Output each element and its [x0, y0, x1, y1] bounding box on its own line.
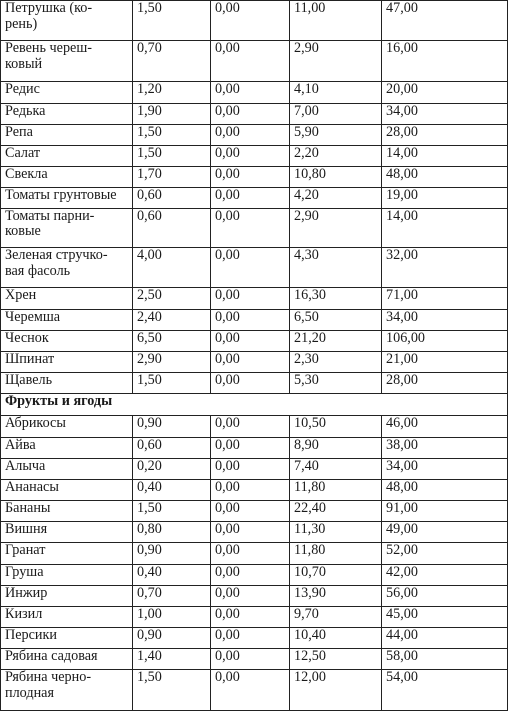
value-cell-col1: 1,90 — [133, 103, 211, 124]
value-cell-col1: 1,70 — [133, 167, 211, 187]
value-cell-col2: 0,00 — [211, 309, 290, 330]
value-cell-col4: 42,00 — [382, 564, 508, 585]
table-row — [1, 585, 508, 606]
value-cell-col1: 1,50 — [133, 501, 211, 522]
value-cell-col3: 13,90 — [290, 585, 382, 606]
value-cell-col3: 11,30 — [290, 522, 382, 543]
table-row — [1, 1, 508, 41]
value-cell-col1: 0,60 — [133, 437, 211, 458]
value-cell-col2: 0,00 — [211, 501, 290, 522]
product-name-cell: Алыча — [1, 458, 133, 479]
value-cell-col2: 0,00 — [211, 330, 290, 351]
value-cell-col3: 2,90 — [290, 208, 382, 247]
section-title: Фрукты и ягоды — [1, 394, 508, 416]
value-cell-col3: 2,90 — [290, 41, 382, 81]
value-cell-col4: 28,00 — [382, 125, 508, 146]
product-name-cell: Черемша — [1, 309, 133, 330]
value-cell-col1: 1,00 — [133, 606, 211, 627]
product-name-cell: Гранат — [1, 543, 133, 564]
value-cell-col4: 20,00 — [382, 81, 508, 103]
value-cell-col2: 0,00 — [211, 458, 290, 479]
value-cell-col1: 0,90 — [133, 628, 211, 649]
value-cell-col2: 0,00 — [211, 670, 290, 711]
value-cell-col3: 7,00 — [290, 103, 382, 124]
product-name-cell: Щавель — [1, 373, 133, 394]
value-cell-col2: 0,00 — [211, 103, 290, 124]
value-cell-col3: 12,00 — [290, 670, 382, 711]
value-cell-col4: 58,00 — [382, 649, 508, 670]
value-cell-col3: 5,30 — [290, 373, 382, 394]
value-cell-col1: 1,20 — [133, 81, 211, 103]
product-name-cell: Рябина садовая — [1, 649, 133, 670]
value-cell-col2: 0,00 — [211, 41, 290, 81]
product-name-cell: Ревень череш- ковый — [1, 41, 133, 81]
value-cell-col1: 1,50 — [133, 125, 211, 146]
value-cell-col1: 0,20 — [133, 458, 211, 479]
table-row — [1, 103, 508, 124]
table-row — [1, 564, 508, 585]
table-row — [1, 288, 508, 309]
value-cell-col1: 1,50 — [133, 146, 211, 167]
value-cell-col1: 0,80 — [133, 522, 211, 543]
product-name-cell: Персики — [1, 628, 133, 649]
value-cell-col2: 0,00 — [211, 248, 290, 288]
value-cell-col4: 14,00 — [382, 146, 508, 167]
value-cell-col2: 0,00 — [211, 649, 290, 670]
table-row — [1, 330, 508, 351]
value-cell-col2: 0,00 — [211, 167, 290, 187]
product-name-cell: Хрен — [1, 288, 133, 309]
product-name-cell: Томаты парни- ковые — [1, 208, 133, 247]
value-cell-col2: 0,00 — [211, 351, 290, 372]
table-row — [1, 351, 508, 372]
table-row — [1, 543, 508, 564]
product-name-cell: Бананы — [1, 501, 133, 522]
value-cell-col1: 0,40 — [133, 564, 211, 585]
product-name-cell: Рябина черно- плодная — [1, 670, 133, 711]
value-cell-col3: 7,40 — [290, 458, 382, 479]
value-cell-col4: 52,00 — [382, 543, 508, 564]
value-cell-col4: 56,00 — [382, 585, 508, 606]
table-body — [1, 1, 508, 711]
value-cell-col1: 2,40 — [133, 309, 211, 330]
value-cell-col4: 47,00 — [382, 1, 508, 41]
value-cell-col4: 48,00 — [382, 167, 508, 187]
value-cell-col4: 38,00 — [382, 437, 508, 458]
table-row — [1, 309, 508, 330]
value-cell-col2: 0,00 — [211, 146, 290, 167]
value-cell-col1: 0,60 — [133, 208, 211, 247]
value-cell-col2: 0,00 — [211, 628, 290, 649]
value-cell-col3: 16,30 — [290, 288, 382, 309]
table-row — [1, 458, 508, 479]
table-row — [1, 479, 508, 500]
product-name-cell: Инжир — [1, 585, 133, 606]
table-row — [1, 248, 508, 288]
product-name-cell: Чеснок — [1, 330, 133, 351]
value-cell-col2: 0,00 — [211, 585, 290, 606]
value-cell-col2: 0,00 — [211, 437, 290, 458]
value-cell-col2: 0,00 — [211, 288, 290, 309]
table-row — [1, 373, 508, 394]
value-cell-col1: 6,50 — [133, 330, 211, 351]
value-cell-col3: 10,40 — [290, 628, 382, 649]
value-cell-col4: 54,00 — [382, 670, 508, 711]
value-cell-col4: 49,00 — [382, 522, 508, 543]
value-cell-col2: 0,00 — [211, 208, 290, 247]
product-name-cell: Томаты грунтовые — [1, 187, 133, 208]
table-row — [1, 187, 508, 208]
product-name-cell: Зеленая стручко- вая фасоль — [1, 248, 133, 288]
value-cell-col4: 91,00 — [382, 501, 508, 522]
value-cell-col3: 5,90 — [290, 125, 382, 146]
table-row — [1, 41, 508, 81]
value-cell-col3: 10,70 — [290, 564, 382, 585]
value-cell-col3: 11,80 — [290, 479, 382, 500]
value-cell-col4: 14,00 — [382, 208, 508, 247]
value-cell-col4: 45,00 — [382, 606, 508, 627]
table-row — [1, 628, 508, 649]
value-cell-col3: 8,90 — [290, 437, 382, 458]
value-cell-col1: 0,70 — [133, 585, 211, 606]
table-row — [1, 125, 508, 146]
value-cell-col4: 16,00 — [382, 41, 508, 81]
table-row — [1, 606, 508, 627]
product-name-cell: Кизил — [1, 606, 133, 627]
value-cell-col4: 21,00 — [382, 351, 508, 372]
value-cell-col3: 10,50 — [290, 416, 382, 437]
value-cell-col3: 10,80 — [290, 167, 382, 187]
value-cell-col2: 0,00 — [211, 373, 290, 394]
value-cell-col4: 44,00 — [382, 628, 508, 649]
product-name-cell: Ананасы — [1, 479, 133, 500]
product-name-cell: Петрушка (ко- рень) — [1, 1, 133, 41]
value-cell-col3: 11,80 — [290, 543, 382, 564]
product-name-cell: Свекла — [1, 167, 133, 187]
product-name-cell: Вишня — [1, 522, 133, 543]
product-name-cell: Шпинат — [1, 351, 133, 372]
value-cell-col1: 1,50 — [133, 670, 211, 711]
value-cell-col3: 21,20 — [290, 330, 382, 351]
value-cell-col1: 0,60 — [133, 187, 211, 208]
table-row — [1, 416, 508, 437]
value-cell-col3: 4,20 — [290, 187, 382, 208]
value-cell-col3: 2,20 — [290, 146, 382, 167]
value-cell-col2: 0,00 — [211, 1, 290, 41]
product-name-cell: Редис — [1, 81, 133, 103]
value-cell-col4: 71,00 — [382, 288, 508, 309]
table-row — [1, 670, 508, 711]
value-cell-col3: 9,70 — [290, 606, 382, 627]
value-cell-col1: 2,50 — [133, 288, 211, 309]
value-cell-col2: 0,00 — [211, 606, 290, 627]
table-row — [1, 208, 508, 247]
value-cell-col4: 28,00 — [382, 373, 508, 394]
value-cell-col1: 0,40 — [133, 479, 211, 500]
value-cell-col1: 1,40 — [133, 649, 211, 670]
value-cell-col3: 12,50 — [290, 649, 382, 670]
value-cell-col2: 0,00 — [211, 81, 290, 103]
value-cell-col2: 0,00 — [211, 522, 290, 543]
table-row — [1, 167, 508, 187]
value-cell-col2: 0,00 — [211, 564, 290, 585]
value-cell-col4: 19,00 — [382, 187, 508, 208]
value-cell-col2: 0,00 — [211, 479, 290, 500]
value-cell-col1: 1,50 — [133, 373, 211, 394]
value-cell-col4: 46,00 — [382, 416, 508, 437]
table-row — [1, 649, 508, 670]
value-cell-col3: 4,30 — [290, 248, 382, 288]
value-cell-col2: 0,00 — [211, 416, 290, 437]
product-name-cell: Редька — [1, 103, 133, 124]
value-cell-col4: 106,00 — [382, 330, 508, 351]
value-cell-col3: 6,50 — [290, 309, 382, 330]
product-name-cell: Репа — [1, 125, 133, 146]
value-cell-col2: 0,00 — [211, 125, 290, 146]
value-cell-col3: 22,40 — [290, 501, 382, 522]
product-name-cell: Груша — [1, 564, 133, 585]
value-cell-col3: 4,10 — [290, 81, 382, 103]
value-cell-col1: 0,70 — [133, 41, 211, 81]
value-cell-col3: 2,30 — [290, 351, 382, 372]
value-cell-col1: 1,50 — [133, 1, 211, 41]
table-row — [1, 146, 508, 167]
value-cell-col1: 0,90 — [133, 543, 211, 564]
product-name-cell: Айва — [1, 437, 133, 458]
value-cell-col3: 11,00 — [290, 1, 382, 41]
value-cell-col4: 48,00 — [382, 479, 508, 500]
table-row — [1, 522, 508, 543]
value-cell-col1: 4,00 — [133, 248, 211, 288]
product-name-cell: Абрикосы — [1, 416, 133, 437]
value-cell-col4: 34,00 — [382, 103, 508, 124]
value-cell-col2: 0,00 — [211, 187, 290, 208]
value-cell-col4: 34,00 — [382, 309, 508, 330]
value-cell-col1: 2,90 — [133, 351, 211, 372]
value-cell-col2: 0,00 — [211, 543, 290, 564]
table-row — [1, 81, 508, 103]
value-cell-col1: 0,90 — [133, 416, 211, 437]
section-header-row — [1, 394, 508, 416]
value-cell-col4: 32,00 — [382, 248, 508, 288]
table-row — [1, 437, 508, 458]
product-name-cell: Салат — [1, 146, 133, 167]
value-cell-col4: 34,00 — [382, 458, 508, 479]
table-row — [1, 501, 508, 522]
